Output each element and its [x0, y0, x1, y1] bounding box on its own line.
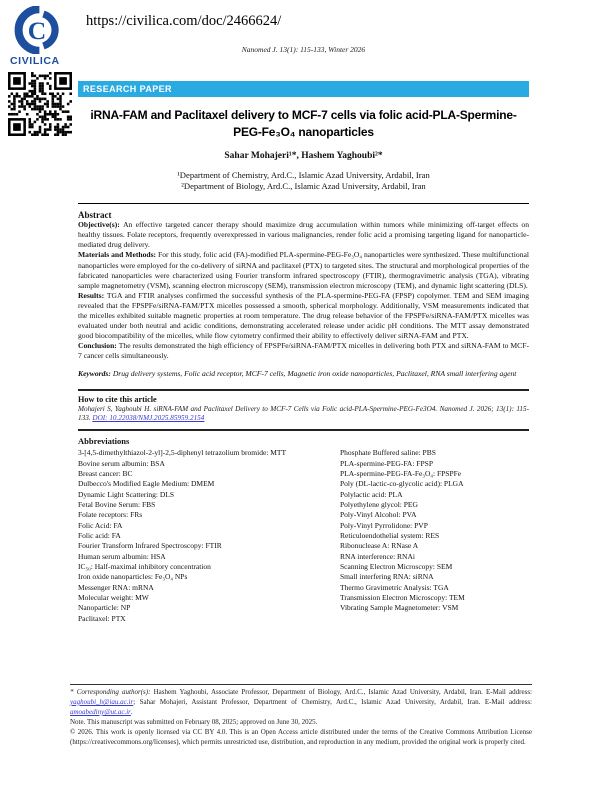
corresponding-author-1: Hashem Yaghoubi, Associate Professor, Department of Biology, Ard.C., Islamic Azad University, Ardabil, Iran. E-Mail address:: [153, 688, 532, 696]
affiliation-2: ²Department of Biology, Ard.C., Islamic Azad University, Ardabil, Iran: [181, 180, 426, 191]
abstract-results: [78, 291, 529, 341]
abbreviation-item: Nanoparticle: NP: [78, 603, 131, 613]
abbreviation-item: Vibrating Sample Magnetometer: VSM: [340, 603, 459, 613]
corresponding-end: .: [130, 707, 133, 716]
abbreviation-item: Small interfering RNA: siRNA: [340, 572, 434, 582]
abstract-methods-text: For this study, folic acid (FA)-modified PLA-spermine-PEG-Fe₃O₄ nanoparticles were synthesized. These multifunctional nanoparticles were employed for the co-delivery of siRNA and paclitaxel (PTX) to targeted sites. The structural and morphological properties of the fabricated nanoparticles were characterized using Fourier transform infrared spectroscopy (FTIR), thermogravimetric analysis (TGA), vibrating sample magnetometry (VSM), scanning electron microscopy (SEM), transmission electron microscopy (TEM), and dynamic light scattering (DLS).: [78, 250, 529, 290]
abbreviation-item: IC₅₀: Half-maximal inhibitory concentration: [78, 562, 211, 572]
article-title-line2: PEG-Fe₃O₄ nanoparticles: [233, 125, 374, 140]
abbreviations-heading: Abbreviations: [78, 436, 130, 447]
citation-body: Mohajeri S, Yaghoubi H. siRNA-FAM and Paclitaxel Delivery to MCF-7 Cells via Folic acid-PLA-Spermine-PEG-Fe3O4. Nanomed J. 2026; 13(1): 115-133.: [78, 404, 529, 422]
article-title-line1: iRNA-FAM and Paclitaxel delivery to MCF-7 cells via folic acid-PLA-Spermine-: [90, 108, 517, 122]
abbreviation-item: Paclitaxel: PTX: [78, 613, 126, 623]
abbreviation-item: 3-[4,5-dimethylthiazol-2-yl]-2,5-diphenyl tetrazolium bromide: MTT: [78, 448, 287, 458]
article-title: [78, 107, 529, 142]
civilica-logo-text: CIVILICA: [10, 55, 60, 67]
citation-text: [78, 405, 529, 424]
abbreviation-item: Fourier Transform Infrared Spectroscopy: FTIR: [78, 541, 222, 551]
abbreviation-item: Folate receptors: FRs: [78, 510, 143, 520]
how-to-cite-heading: How to cite this article: [78, 394, 157, 404]
abstract-conclusion: [78, 341, 529, 361]
corresponding-authors-label: * Corresponding author(s):: [70, 688, 154, 696]
abbreviation-item: Ribonuclease A: RNase A: [340, 541, 419, 551]
submission-note: Note. This manuscript was submitted on February 08, 2025; approved on June 30, 2025.: [70, 717, 318, 726]
divider-affiliations: [78, 203, 529, 204]
civilica-logo: [10, 6, 82, 67]
abbreviation-item: RNA interference: RNAi: [340, 551, 415, 561]
footnote-area: [70, 684, 532, 748]
abbreviation-item: Breast cancer: BC: [78, 468, 133, 478]
abbreviation-item: Polyethylene glycol: PEG: [340, 499, 418, 509]
abbreviations-right-column: [340, 448, 529, 624]
abstract-conclusion-label: Conclusion:: [78, 341, 119, 351]
abstract-results-text: TGA and FTIR analyses confirmed the successful synthesis of the PLA-spermine-PEG-FA (FPSP) copolymer. TEM and SEM imaging revealed that the FPSPFe/siRNA-FAM/PTX micelles possessed a smooth, spherical morphology. Additionally, VSM measurements indicated that the micelles exhibited suitable magnetic properties at room temperature. The drug release behavior of the FPSPFe/siRNA-FAM/PTX micelles was evaluated under both neutral and acidic conditions, demonstrating accelerated release under acidic pH conditions. The MTT assay demonstrated good biocompatibility of the micelles, while flow cytometry confirmed their ability to effectively deliver siRNA-FAM and PTX.: [78, 290, 529, 341]
abbreviation-item: Polylactic acid: PLA: [340, 489, 403, 499]
keywords: [78, 369, 529, 379]
abstract-results-label: Results:: [78, 290, 107, 300]
abbreviation-item: Poly-Vinyl Pyrrolidone: PVP: [340, 520, 428, 530]
civilica-logo-icon: [10, 6, 82, 54]
abstract-methods: [78, 250, 529, 290]
abbreviation-item: Poly (DL-lactic-co-glycolic acid): PLGA: [340, 479, 464, 489]
abbreviation-item: Dulbecco's Modified Eagle Medium: DMEM: [78, 479, 215, 489]
doi-link[interactable]: DOI: 10.22038/NMJ.2025.85959.2154: [92, 413, 205, 422]
abstract-objective-text: An effective targeted cancer therapy should maximize drug accumulation within tumors while minimizing off-target effects on healthy tissues. Folate receptors, frequently overexpressed in various malignancies, render folic acid a promising targeting ligand for nanoparticle-mediated drug delivery.: [78, 220, 529, 250]
abbreviation-item: Folic acid: FA: [78, 531, 121, 540]
abbreviation-item: PLA-spermine-PEG-FA-Fe₃O₄: FPSPFe: [340, 468, 462, 478]
main-content: [78, 107, 529, 624]
svg-text:C: C: [27, 15, 47, 45]
divider-keywords: [78, 389, 529, 391]
abbreviation-item: Phosphate Buffered saline: PBS: [340, 448, 436, 458]
research-paper-badge: RESEARCH PAPER: [78, 81, 529, 97]
abstract-methods-label: Materials and Methods:: [78, 250, 158, 260]
abbreviation-item: Human serum albumin: HSA: [78, 551, 166, 561]
abbreviation-item: Folic Acid: FA: [78, 520, 123, 530]
abbreviation-item: Messenger RNA: mRNA: [78, 582, 154, 592]
abstract-objective-label: Objective(s):: [78, 220, 124, 230]
abstract-conclusion-text: The results demonstrated the high efficiency of FPSPFe/siRNA-FAM/PTX micelles in delivering both PTX and siRNA-FAM to MCF-7 cancer cells simultaneously.: [78, 341, 529, 361]
abbreviations-list: [78, 448, 529, 624]
abbreviation-item: Fetal Bovine Serum: FBS: [78, 499, 156, 509]
abbreviations-left-column: [78, 448, 308, 624]
document-url: https://civilica.com/doc/2466624/: [86, 13, 282, 29]
affiliations: [78, 170, 529, 192]
corresponding-authors: [70, 688, 532, 718]
qr-code-icon: [8, 72, 72, 136]
email-link-1[interactable]: yaghoubi_h@iau.ac.ir: [70, 697, 134, 706]
abbreviation-item: Poly-Vinyl Alcohol: PVA: [340, 510, 417, 520]
keywords-label: Keywords:: [78, 369, 113, 379]
authors: Sahar Mohajeri¹*, Hashem Yaghoubi²*: [224, 150, 383, 161]
affiliation-1: ¹Department of Chemistry, Ard.C., Islamic Azad University, Ardabil, Iran: [177, 169, 430, 180]
corresponding-author-2: ; Sahar Mohajeri, Assistant Professor, Department of Chemistry, Ard.C., Islamic Azad University, Ardabil, Iran. E-Mail address:: [133, 697, 532, 706]
license-note: © 2026. This work is openly licensed via CC BY 4.0. This is an Open Access article distributed under the terms of the Creative Commons Attribution License (https://creativecommons.org/licenses), which permits unrestricted use, distribution, and reproduction in any medium, provided the original work is properly cited.: [70, 727, 532, 746]
abstract-objective: [78, 220, 529, 250]
abbreviation-item: Iron oxide nanoparticles: Fe₃O₄ NPs: [78, 572, 188, 582]
abbreviation-item: Reticuloendothelial system: RES: [340, 531, 440, 540]
journal-citation-line: Nanomed J. 13(1): 115-133, Winter 2026: [241, 45, 366, 54]
email-link-2[interactable]: amoabediny@ut.ac.ir: [70, 707, 131, 716]
keywords-text: Drug delivery systems, Folic acid receptor, MCF-7 cells, Magnetic iron oxide nanoparticles, Paclitaxel, RNA small interfering agent: [112, 369, 517, 379]
abbreviation-item: Dynamic Light Scattering: DLS: [78, 489, 175, 499]
abbreviation-item: PLA-spermine-PEG-FA: FPSP: [340, 458, 433, 468]
abbreviation-item: Molecular weight: MW: [78, 593, 149, 603]
abbreviation-item: Bovine serum albumin: BSA: [78, 458, 165, 468]
abbreviation-item: Scanning Electron Microscopy: SEM: [340, 562, 453, 572]
divider-citation: [78, 429, 529, 431]
abbreviation-item: Thermo Gravimetric Analysis: TGA: [340, 582, 449, 592]
abbreviation-item: Transmission Electron Microscopy: TEM: [340, 593, 465, 603]
abstract-heading: Abstract: [78, 210, 112, 221]
